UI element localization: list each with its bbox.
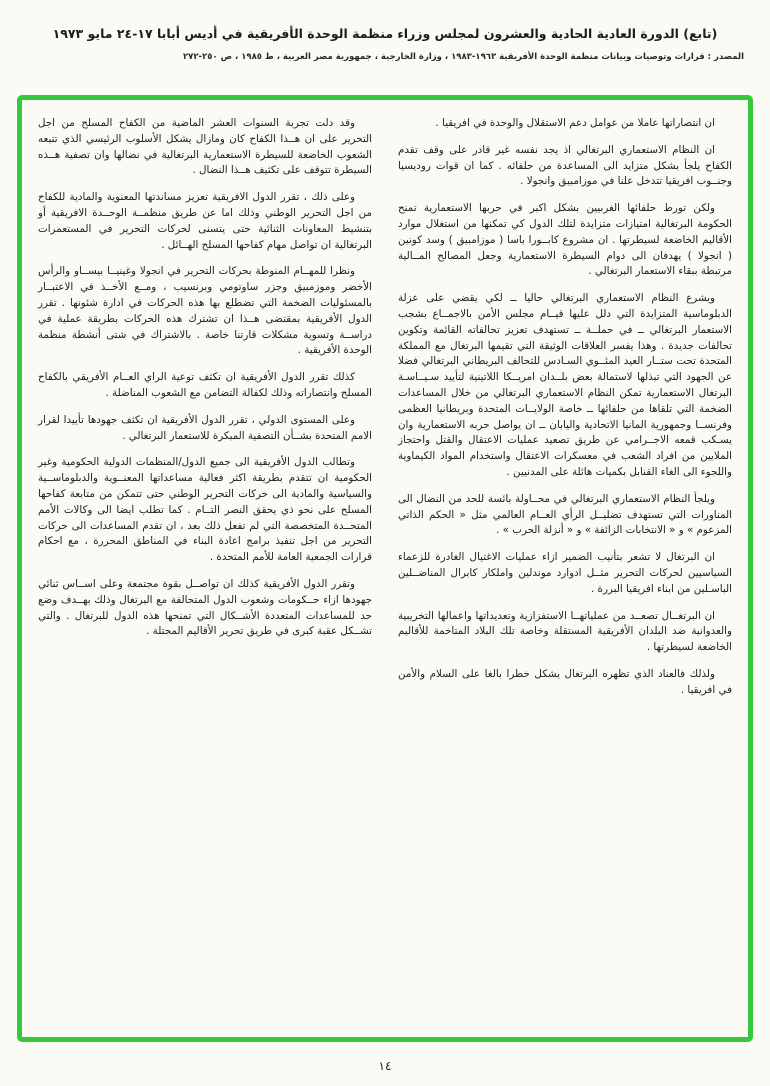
paragraph: ان البرتغــال تصعــد من عملياتهــا الاستفزازية وتعديداتها واعمالها التخريبية والعدوانية ضد البلدان الأفريقية المستقلة وخاصة تلك البلاد المتاخمة للأقاليم الخاضعة لسيطرتها . [398, 609, 732, 654]
paragraph: ويلجأ النظام الاستعماري البرتغالي في محــاولة بائسة للحد من النضال الى المناورات التي تستهدف تضليــل الرأي العــام العالمي مثل « الحكم الذاتي المزعوم » و « الانتخابات الزائفة » و « أنزلة الحرب » . [398, 492, 732, 537]
page-header [0, 0, 770, 64]
paragraph: وتقرر الدول الأفريقية كذلك ان تواصــل بقوة مجتمعة وعلى اســاس ثنائي جهودها ازاء حــكومات وشعوب الدول المتحالفة مع البرتغال وذلك بهــدف وضع حد للمساعدات المتعددة الأشــكال التي تمنحها هذه الدول للبرتغال . والتي تشــكل عقبة كبرى في طريق تحرير الأقاليم المحتلة . [38, 577, 372, 638]
paragraph: ويشرع النظام الاستعماري البرتغالي حاليا ــ لكي يقضي على عزلة الدبلوماسية المتزايدة التي دلل عليها قيــام مجلس الأمن بالاجمــاع بشجب الاستعمار البرتغالي ــ في حملــة ــ تستهدف تعزيز تحالفاته القائمة وتكوين تحالفات جديدة . وهذا يفسر العلاقات الوثيقة التي تقيمها البرتغال مع المملكة المتحدة تحت ستــار العيد المئــوي السـادس للتحالف البريطاني البرتغالي فضلا عن الجهود التي تبذلها لاستمالة بعض بلــدان امريــكا اللاتينية لتأييد سـيــاسـة البرتغال الاستعمارية تمكن النظام الاستعماري البرتغالي من خلال المساعدات الضخمة التي تلقاها من حلفائها ــ خاصة الولايــات المتحدة وبريطانيا العظمى وفرنســا وجمهورية المانيا الاتحادية واليابان ــ ان يواصل حربه الاستعمارية وان يسـكب قمعه الاجــرامي عن طريق تصعيد عمليات الاعتقال والقتل واحتجاز الملايين من افراد الشعب في معسكرات الاعتقال واستخدام المواد الكيماوية واللجوء الى الغاء القنابل بكميات هائلة على المدنيين . [398, 292, 732, 478]
page-number: ١٤ [378, 1059, 392, 1073]
paragraph: ولكن تورط حلفائها الغربيين بشكل اكبر في حربها الاستعمارية تمنح الحكومة البرتغالية امتيازات متزايدة لتلك الدول كي تمكنها من استغلال موارد الأقاليم الخاضعة لسيطرتها . ان مشروع كابــورا باسا ( موزامبيق ) وسد كونين ( انجولا ) يهدفان الى دوام السيطرة الاستعمارية وجعل المصالح المــالية مرتبطة ببقاء الاستعمار البرتغالي . [398, 202, 732, 278]
paragraph: وعلى المستوى الدولي ، تقرر الدول الأفريقية ان تكثف جهودها تأييدا لقرار الامم المتحدة بشــأن التصفية المبكرة للاستعمار البرتغالي . [38, 413, 372, 442]
paragraph: كذلك تقرر الدول الأفريقية ان تكثف توعية الراي العــام الأفريقي بالكفاح المسلح وانتصاراته وذلك لكفالة التضامن مع الشعوب المناضلة . [38, 371, 372, 399]
column-right [398, 116, 732, 1027]
paragraph: وقد دلت تجربة السنوات العشر الماضية من الكفاح المسلح من اجل التحرير على ان هــذا الكفاح كان ومازال يشكل الأسلوب الرئيسي الذي تتبعه الشعوب الخاضعة للسيطرة الاستعمارية البرتغالية في نضالها وان تصفية هــذه السيطرة تتوقف على تكثيف هــذا النضال . [38, 117, 372, 177]
paragraph: ان النظام الاستعماري البرتغالي اذ يجد نفسه غير قادر على وقف تقدم الكفاح يلجأ بشكل متزايد الى المساعدة من حلفائه . كما ان قوات روديسيا وجنــوب افريقيا تتدخل علنا في موزامبيق وانجولا . [398, 143, 732, 188]
source-citation-line: المصدر : قرارات وتوصيات وبيانات منظمة الوحدة الأفريقية ١٩٦٣-١٩٨٣ ، وزارة الخارجية ، جمهورية مصر العربية ، ط ١٩٨٥ ، ص ٢٥٠-٢٧٢ [182, 52, 744, 63]
paragraph: وتطالب الدول الأفريقية الى جميع الدول/المنظمات الدولية الحكومية وغير الحكومية ان تتقدم بطريقة اكثر فعالية مساعداتها المعنــوية والدبلوماســية والسياسية والمادية الى حركات التحرير الوطني حتى تتمكن من متابعة كفاحها المسلح على نحو ذي يحقق النصر التــام . كما تطلب ايضا الى وكالات الأمم المتحــدة المتخصصة التي لم تفعل ذلك بعد ، ان تقدم المساعدات الى حركات التحرير من اجل تنفيذ برامج اعادة البناء في المناطق المحررة ، مع احكام قرارات الجمعية العامة للأمم المتحدة . [38, 456, 372, 564]
paragraph: ولذلك فالعناد الذي تظهره البرتغال يشكل خطرا بالغا على السلام والأمن في افريقيا . [398, 667, 732, 696]
document-title: (تابع) الدورة العادية الحادية والعشرون لمجلس وزراء منظمة الوحدة الأفريقية في أديس أبابا ١٧-٢٤ مايو ١٩٧٣ [52, 26, 718, 41]
paragraph: وعلى ذلك ، تقرر الدول الافريقية تعزيز مساندتها المعنوية والمادية للكفاح من اجل التحرير الوطني وذلك اما عن طريق منظمــة الوحــدة الافريقية أو بتنشيط المعاونات الثنائية حتى يتسنى لحركات التحرير في المستعمرات البرتغالية ان تواصل مهام كفاحها المسلح الهــائل . [38, 191, 372, 251]
column-left [38, 116, 372, 1027]
paragraph: ان انتصاراتها عاملا من عوامل دعم الاستقلال والوحدة في افريقيا . [435, 117, 715, 129]
paragraph: ونظرا للمهــام المنوطة بحركات التحرير في انجولا وغينيــا بيســاو والرأس الأخضر وموزمبيق وجزر ساوتومي وبرنسيب ، ومــع الأخــذ في الاعتبــار بالمسئوليات الضخمة التي تضطلع بها هذه الحركات في ادارة شئونها . تقرر الدول الأفريقية بمقتضى هــذا ان تشترك هذه الحركات بطريقة عملية في دراســة وتسوية مشكلات قارتنا خاصة . بالاشتراك في شتى أنشطة منظمة الوحدة الأفريقية . [38, 265, 372, 357]
green-border-content-box [17, 95, 753, 1042]
paragraph: ان البرتغال لا تشعر بتأنيب الضمير ازاء عمليات الاغتيال الغادرة للزعماء السياسيين لحركات التحرير مثــل ادوارد موندلين واملكار كابرال المناضــلين الباسـلين من ابناء افريقيا البررة . [398, 551, 732, 595]
